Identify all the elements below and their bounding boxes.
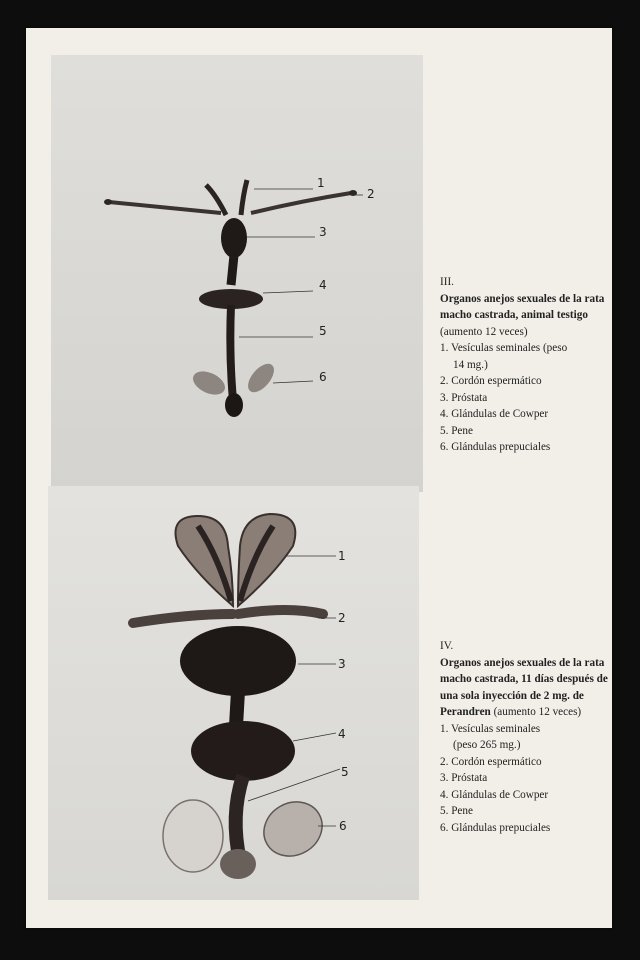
specimen-photo-treated [48, 486, 419, 900]
vesicle-right [241, 180, 247, 215]
label-6: 6 [319, 370, 327, 384]
caption-heading [440, 291, 608, 341]
legend-item: 1. Vesículas seminales (peso [440, 342, 568, 354]
prostate [221, 218, 247, 258]
legend-item: 1. Vesículas seminales [440, 722, 541, 735]
label-4: 4 [319, 278, 327, 292]
legend-item: 5. Pene [440, 805, 473, 817]
cowper-glands [191, 721, 295, 781]
caption-legend [440, 340, 608, 456]
vesicle-left [176, 516, 234, 606]
caption-legend [440, 721, 608, 837]
preputial-right [243, 359, 279, 397]
legend-item: 2. Cordón espermático [440, 375, 542, 387]
label-5: 5 [319, 324, 327, 338]
cord-right [238, 610, 323, 614]
cord-left [133, 614, 233, 623]
treated-specimen-figure [48, 486, 419, 900]
caption-plate-iii [440, 274, 608, 456]
label-1: 1 [317, 176, 325, 190]
legend-item: 6. Glándulas prepuciales [440, 441, 551, 453]
legend-item: 2. Cordón espermático [440, 755, 542, 768]
book-page [26, 28, 612, 928]
cord-right [251, 193, 351, 213]
control-specimen-figure [51, 55, 423, 492]
penis [236, 776, 243, 861]
label-6: 6 [339, 819, 347, 833]
legend-item-cont: 14 mg.) [453, 358, 488, 371]
caption-plate-iv [440, 638, 608, 836]
specimen-photo-control [51, 55, 423, 492]
label-2: 2 [367, 187, 375, 201]
label-5: 5 [341, 765, 349, 779]
legend-item-cont: (peso 265 mg.) [453, 739, 521, 751]
legend-item: 6. Glándulas prepuciales [440, 821, 551, 834]
preputial-left [189, 367, 228, 399]
penis [230, 305, 233, 400]
preputial-right [254, 791, 332, 866]
legend-item: 5. Pene [440, 424, 473, 437]
label-4: 4 [338, 727, 346, 741]
label-3: 3 [319, 225, 327, 239]
caption-magnification: (aumento 12 veces) [490, 706, 582, 718]
legend-item: 4. Glándulas de Cowper [440, 408, 549, 420]
vesicle-right [238, 514, 295, 606]
cord-left [109, 202, 221, 213]
legend-item: 3. Próstata [440, 772, 488, 784]
caption-magnification: (aumento 12 veces) [440, 325, 528, 338]
preputial-left [163, 800, 223, 872]
caption-heading [440, 655, 608, 721]
label-1: 1 [338, 549, 346, 563]
caption-title: Organos anejos sexuales de la rata macho castrada, 11 días después de una sola inyección de 2 mg. de Perandren [440, 656, 608, 718]
caption-title: Organos anejos sexuales de la rata macho castrada, animal testigo [440, 292, 605, 321]
label-3: 3 [338, 657, 346, 671]
caption-number: IV. [440, 640, 454, 652]
legend-item: 3. Próstata [440, 391, 488, 404]
label-2: 2 [338, 611, 346, 625]
prostate [180, 626, 296, 696]
legend-item: 4. Glándulas de Cowper [440, 788, 549, 801]
caption-number: III. [440, 276, 454, 288]
